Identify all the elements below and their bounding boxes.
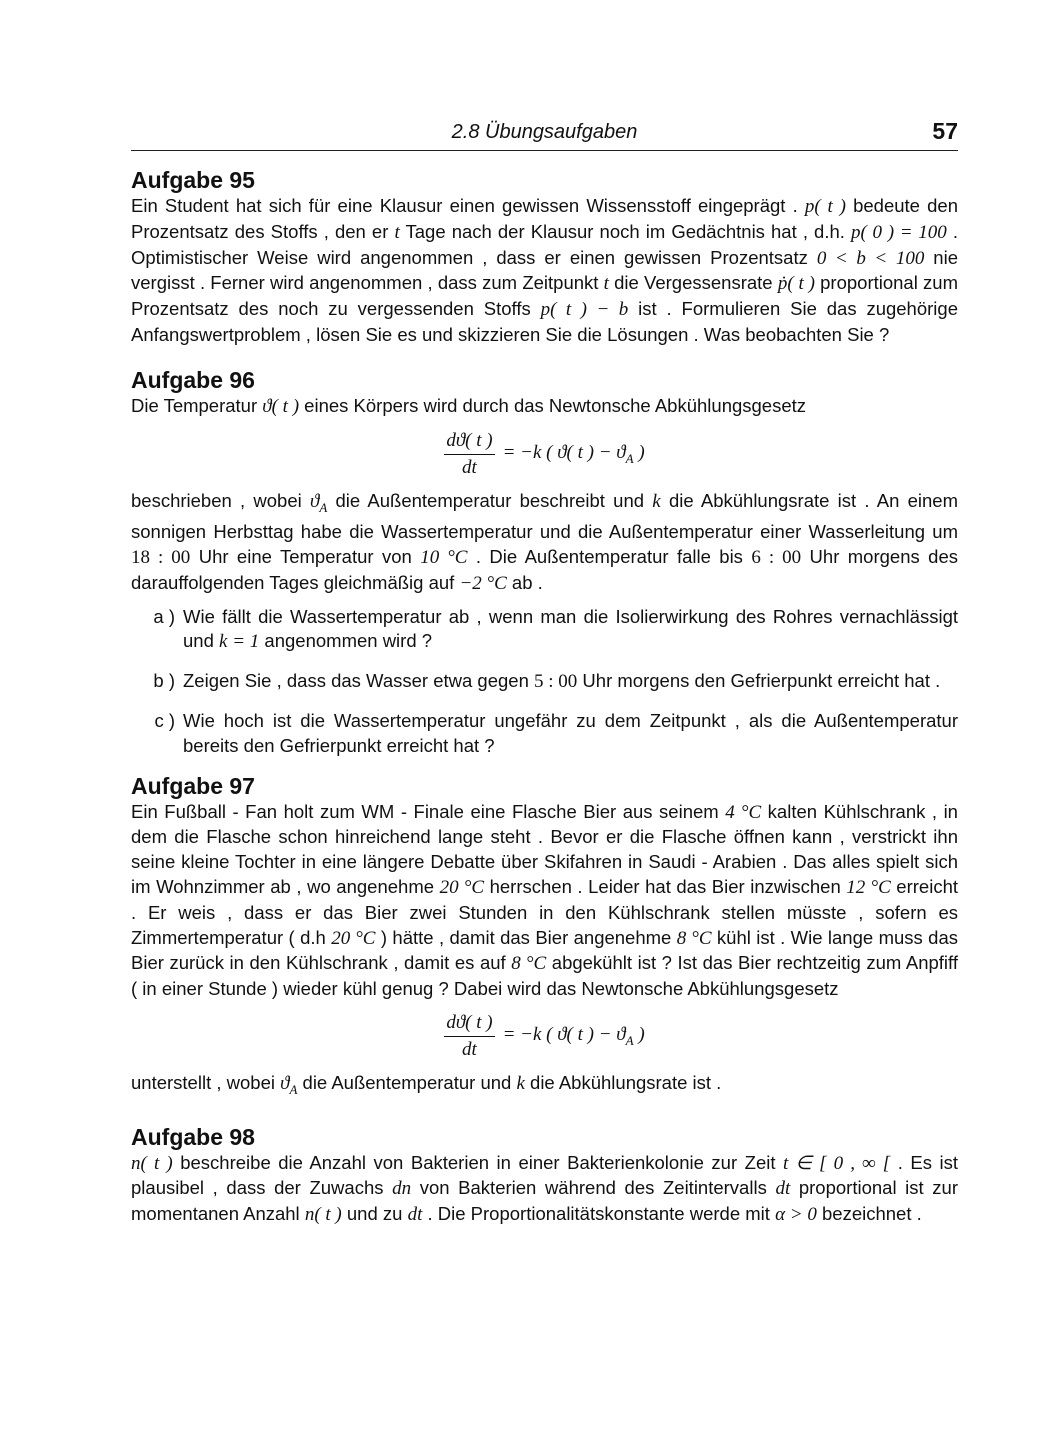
numerator: dϑ( t ) — [444, 430, 494, 455]
text: proportional ist zur momentanen Anzahl — [131, 1177, 958, 1225]
exercise-text — [131, 1151, 958, 1228]
math: p( t ) − b — [540, 299, 629, 321]
equation-rhs — [503, 1024, 645, 1049]
text: eines Körpers wird durch das Newtonsche Abkühlungsgesetz — [299, 394, 807, 416]
exercise-text — [131, 800, 958, 1002]
text: nie vergisst . Ferner wird angenommen , dass zum Zeitpunkt — [131, 246, 958, 294]
exercise-text — [131, 394, 958, 420]
math: t — [603, 273, 609, 295]
text: die Abkühlungsrate ist . — [524, 1071, 722, 1093]
text: angenommen wird ? — [259, 630, 433, 652]
content — [131, 166, 958, 1241]
text: beschreibe die Anzahl von Bakterien in einer Bakterienkolonie zur Zeit — [172, 1151, 783, 1173]
math: dn — [392, 1178, 412, 1200]
math: 20 °C — [331, 927, 376, 949]
exercise-text — [131, 194, 958, 348]
math: k = 1 — [219, 631, 260, 653]
text: Uhr eine Temperatur von — [190, 545, 421, 567]
exercise-title: Aufgabe 97 — [131, 772, 255, 799]
math: k — [516, 1072, 525, 1094]
text: Uhr morgens den Gefrierpunkt erreicht hat . — [577, 670, 941, 692]
text: herrschen . Leider hat das Bier inzwischen — [484, 875, 847, 897]
math: 12 °C — [846, 876, 891, 898]
text: beschrieben , wobei — [131, 489, 310, 511]
numerator: dϑ( t ) — [444, 1012, 494, 1037]
item-label: a ) — [153, 605, 175, 627]
math: 18 : 00 — [131, 546, 191, 568]
math: k — [652, 490, 661, 512]
exercise-95 — [131, 166, 958, 348]
text: die Außentemperatur beschreibt und — [327, 489, 653, 511]
math-symbol: ϑ — [280, 1072, 290, 1094]
subscript: A — [289, 1081, 298, 1097]
text: ) hätte , damit das Bier angenehme — [375, 926, 677, 948]
section-title: 2.8 Übungsaufgaben — [451, 121, 638, 143]
page-header — [131, 118, 958, 151]
text: Wie hoch ist die Wassertemperatur ungefähr zu dem Zeitpunkt , als die Außentemperatur bereits den Gefrierpunkt erreicht hat ? — [183, 709, 958, 756]
text: die Vergessensrate — [608, 272, 778, 294]
rhs-close: ) — [633, 1024, 645, 1046]
text: von Bakterien während des Zeitintervalls — [411, 1177, 776, 1199]
subtask-list — [131, 605, 958, 759]
math: 8 °C — [676, 927, 712, 949]
exercise-97 — [131, 772, 958, 1103]
text: Ein Student hat sich für eine Klausur einen gewissen Wissensstoff eingeprägt . — [131, 195, 805, 216]
fraction — [444, 430, 494, 479]
fraction — [444, 1012, 494, 1061]
denominator: dt — [462, 1038, 477, 1060]
math: ṗ( t ) — [777, 273, 815, 295]
list-item — [131, 669, 958, 695]
text: die Außentemperatur und — [297, 1071, 517, 1093]
list-item — [131, 605, 958, 656]
exercise-title: Aufgabe 96 — [131, 366, 255, 393]
exercise-text — [131, 489, 958, 597]
text: ist . Formulieren Sie das zugehörige Anfangswertproblem , lösen Sie es und skizzieren Sie die Lösungen . Was beobachten Sie ? — [131, 298, 958, 345]
exercise-98 — [131, 1123, 958, 1228]
item-text — [183, 709, 958, 759]
subscript: A — [319, 499, 328, 515]
math: t ∈ [ 0 , ∞ [ — [783, 1152, 891, 1174]
rhs-close: ) — [633, 441, 645, 463]
equation — [131, 430, 958, 479]
text: bezeichnet . — [816, 1203, 922, 1225]
text: proportional zum Prozentsatz des noch zu vergessenden Stoffs — [131, 272, 958, 320]
item-label: b ) — [153, 670, 175, 692]
math-symbol: ϑ — [309, 490, 320, 512]
equation — [131, 1012, 958, 1061]
text: . Die Außentemperatur falle bis — [467, 545, 752, 567]
math: 8 °C — [511, 953, 547, 975]
math — [280, 1072, 298, 1097]
list-item — [131, 709, 958, 759]
math: dt — [407, 1204, 423, 1226]
item-text — [183, 669, 958, 695]
exercise-title: Aufgabe 95 — [131, 167, 255, 193]
math: 20 °C — [439, 876, 485, 898]
text: Ein Fußball - Fan holt zum WM - Finale eine Flasche Bier aus seinem — [131, 800, 726, 822]
text: kühl ist . Wie lange muss das Bier zurück in den Kühlschrank , damit es auf — [131, 926, 958, 974]
text: unterstellt , wobei — [131, 1071, 281, 1093]
math: ϑ( t ) — [262, 395, 300, 417]
math: dt — [775, 1178, 791, 1200]
math — [309, 490, 328, 515]
text: Die Temperatur — [131, 394, 263, 416]
text: . Es ist plausibel , dass der Zuwachs — [131, 1151, 958, 1199]
text: bedeute den Prozentsatz des Stoffs , den er — [131, 195, 958, 242]
text: Wie fällt die Wassertemperatur ab , wenn man die Isolierwirkung des Rohres vernachlässigt und — [183, 605, 958, 652]
text: erreicht . Er weis , dass er das Bier zwei Stunden in den Kühlschrank stellen müsste , sofern es Zimmertemperatur ( d.h — [131, 875, 958, 948]
math: t — [394, 221, 400, 243]
text: abgekühlt ist ? Ist das Bier rechtzeitig zum Anpfiff ( in einer Stunde ) wieder kühl genug ? Dabei wird das Newtonsche Abkühlungsgesetz — [131, 952, 958, 1000]
rhs: = −k ( ϑ( t ) − ϑ — [502, 441, 626, 463]
exercise-text — [131, 1071, 958, 1103]
text: und zu — [341, 1203, 408, 1225]
text: . Optimistischer Weise wird angenommen , dass er einen gewissen Prozentsatz — [131, 220, 958, 268]
item-text — [183, 605, 958, 656]
subscript: A — [625, 450, 634, 466]
math: 0 < b < 100 — [816, 247, 925, 269]
math: −2 °C — [459, 572, 507, 594]
page-number: 57 — [932, 118, 958, 144]
exercise-title: Aufgabe 98 — [131, 1123, 255, 1150]
math: 5 : 00 — [534, 671, 578, 693]
text: kalten Kühlschrank , in dem die Flasche schon hinreichend lange steht . Bevor er die Flasche öffnen kann , verstrickt ihn seine kleine Tochter in eine längere Debatte über Skifahren in Saudi - Arabien . Das alles spielt sich im Wohnzimmer ab , wo angenehme — [131, 800, 958, 897]
text: Uhr morgens des darauffolgenden Tages gleichmäßig auf — [131, 545, 958, 593]
denominator: dt — [462, 456, 477, 478]
text: Zeigen Sie , dass das Wasser etwa gegen — [183, 670, 535, 692]
rhs: = −k ( ϑ( t ) − ϑ — [502, 1024, 626, 1046]
item-label: c ) — [154, 709, 175, 731]
exercise-96 — [131, 366, 958, 759]
math: 4 °C — [725, 801, 762, 823]
text: die Abkühlungsrate ist . An einem sonnigen Herbsttag habe die Wassertemperatur und die Außentemperatur einer Wasserleitung um — [131, 489, 958, 543]
text: Tage nach der Klausur noch im Gedächtnis hat , d.h. — [399, 220, 851, 242]
text: ab . — [506, 571, 543, 593]
math: p( 0 ) = 100 — [851, 221, 947, 243]
text: . Die Proportionalitätskonstante werde mit — [422, 1203, 776, 1225]
math: 6 : 00 — [751, 546, 802, 568]
math: α > 0 — [775, 1204, 817, 1226]
math: p( t ) — [804, 196, 846, 217]
math: 10 °C — [420, 546, 468, 568]
subscript: A — [625, 1032, 634, 1048]
equation-rhs — [503, 442, 645, 467]
math: n( t ) — [304, 1204, 342, 1226]
math: n( t ) — [131, 1152, 173, 1174]
